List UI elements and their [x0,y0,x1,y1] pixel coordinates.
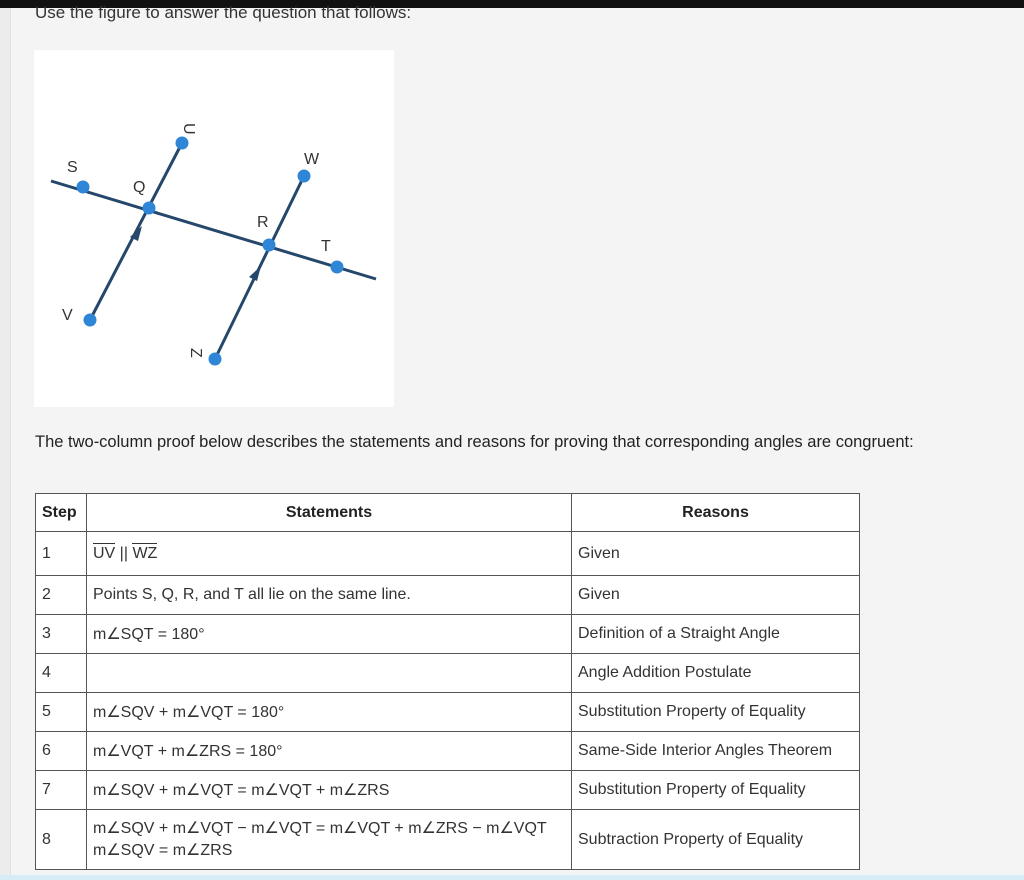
point-z [209,353,222,366]
step-cell: 2 [36,576,87,615]
table-row [36,615,860,654]
step-cell: 1 [36,532,87,576]
label-t: T [321,238,331,255]
instruction-text: Use the figure to answer the question that follows: [35,3,412,22]
reason-cell: Definition of a Straight Angle [572,615,860,654]
point-s [77,181,90,194]
reason-cell: Subtraction Property of Equality [572,810,860,870]
figure-svg [34,50,394,407]
statement-line-2: m∠SQV = m∠ZRS [93,841,233,859]
step-cell: 7 [36,771,87,810]
label-s: S [67,159,78,176]
point-q [143,202,156,215]
header-step: Step [36,494,87,532]
parallel-symbol: || [115,544,133,562]
table-row [36,532,860,576]
table-row [36,771,860,810]
step-cell: 8 [36,810,87,870]
header-statements: Statements [87,494,572,532]
step-cell: 5 [36,693,87,732]
reason-cell: Substitution Property of Equality [572,771,860,810]
label-q: Q [133,179,146,196]
statement-cell: m∠VQT + m∠ZRS = 180° [87,732,572,771]
reason-cell: Given [572,576,860,615]
table-row [36,693,860,732]
proof-intro-text: The two-column proof below describes the statements and reasons for proving that corresponding angles are congruent: [35,433,914,451]
reason-cell: Substitution Property of Equality [572,693,860,732]
label-r: R [257,214,269,231]
step-cell: 6 [36,732,87,771]
point-v [84,314,97,327]
table-row [36,654,860,693]
statement-line-1: m∠SQV + m∠VQT − m∠VQT = m∠VQT + m∠ZRS − m∠VQT [93,819,547,837]
point-w [298,170,311,183]
header-reasons: Reasons [572,494,860,532]
table-row [36,576,860,615]
reason-cell: Given [572,532,860,576]
label-u: U [180,123,197,135]
statement-cell [87,532,572,576]
two-column-proof-table [35,493,860,870]
reason-cell: Same-Side Interior Angles Theorem [572,732,860,771]
label-v: V [62,307,73,324]
statement-cell: m∠SQV + m∠VQT = 180° [87,693,572,732]
statement-cell [87,810,572,870]
point-u [176,137,189,150]
statement-cell-blank [87,654,572,693]
bottom-bar [0,875,1024,880]
segment-uv: UV [93,544,116,562]
transversal-line [51,181,376,279]
point-t [331,261,344,274]
statement-cell: Points S, Q, R, and T all lie on the same line. [87,576,572,615]
segment-wz: WZ [132,544,158,562]
geometry-figure [34,50,394,407]
statement-cell: m∠SQV + m∠VQT = m∠VQT + m∠ZRS [87,771,572,810]
point-r [263,239,276,252]
reason-cell: Angle Addition Postulate [572,654,860,693]
step-cell: 3 [36,615,87,654]
parallel-arrow-wz [249,266,261,281]
label-z: Z [187,348,204,358]
statement-cell: m∠SQT = 180° [87,615,572,654]
table-row [36,810,860,870]
table-row [36,732,860,771]
table-header-row [36,494,860,532]
step-cell: 4 [36,654,87,693]
label-w: W [304,151,320,168]
left-gutter [0,8,11,880]
